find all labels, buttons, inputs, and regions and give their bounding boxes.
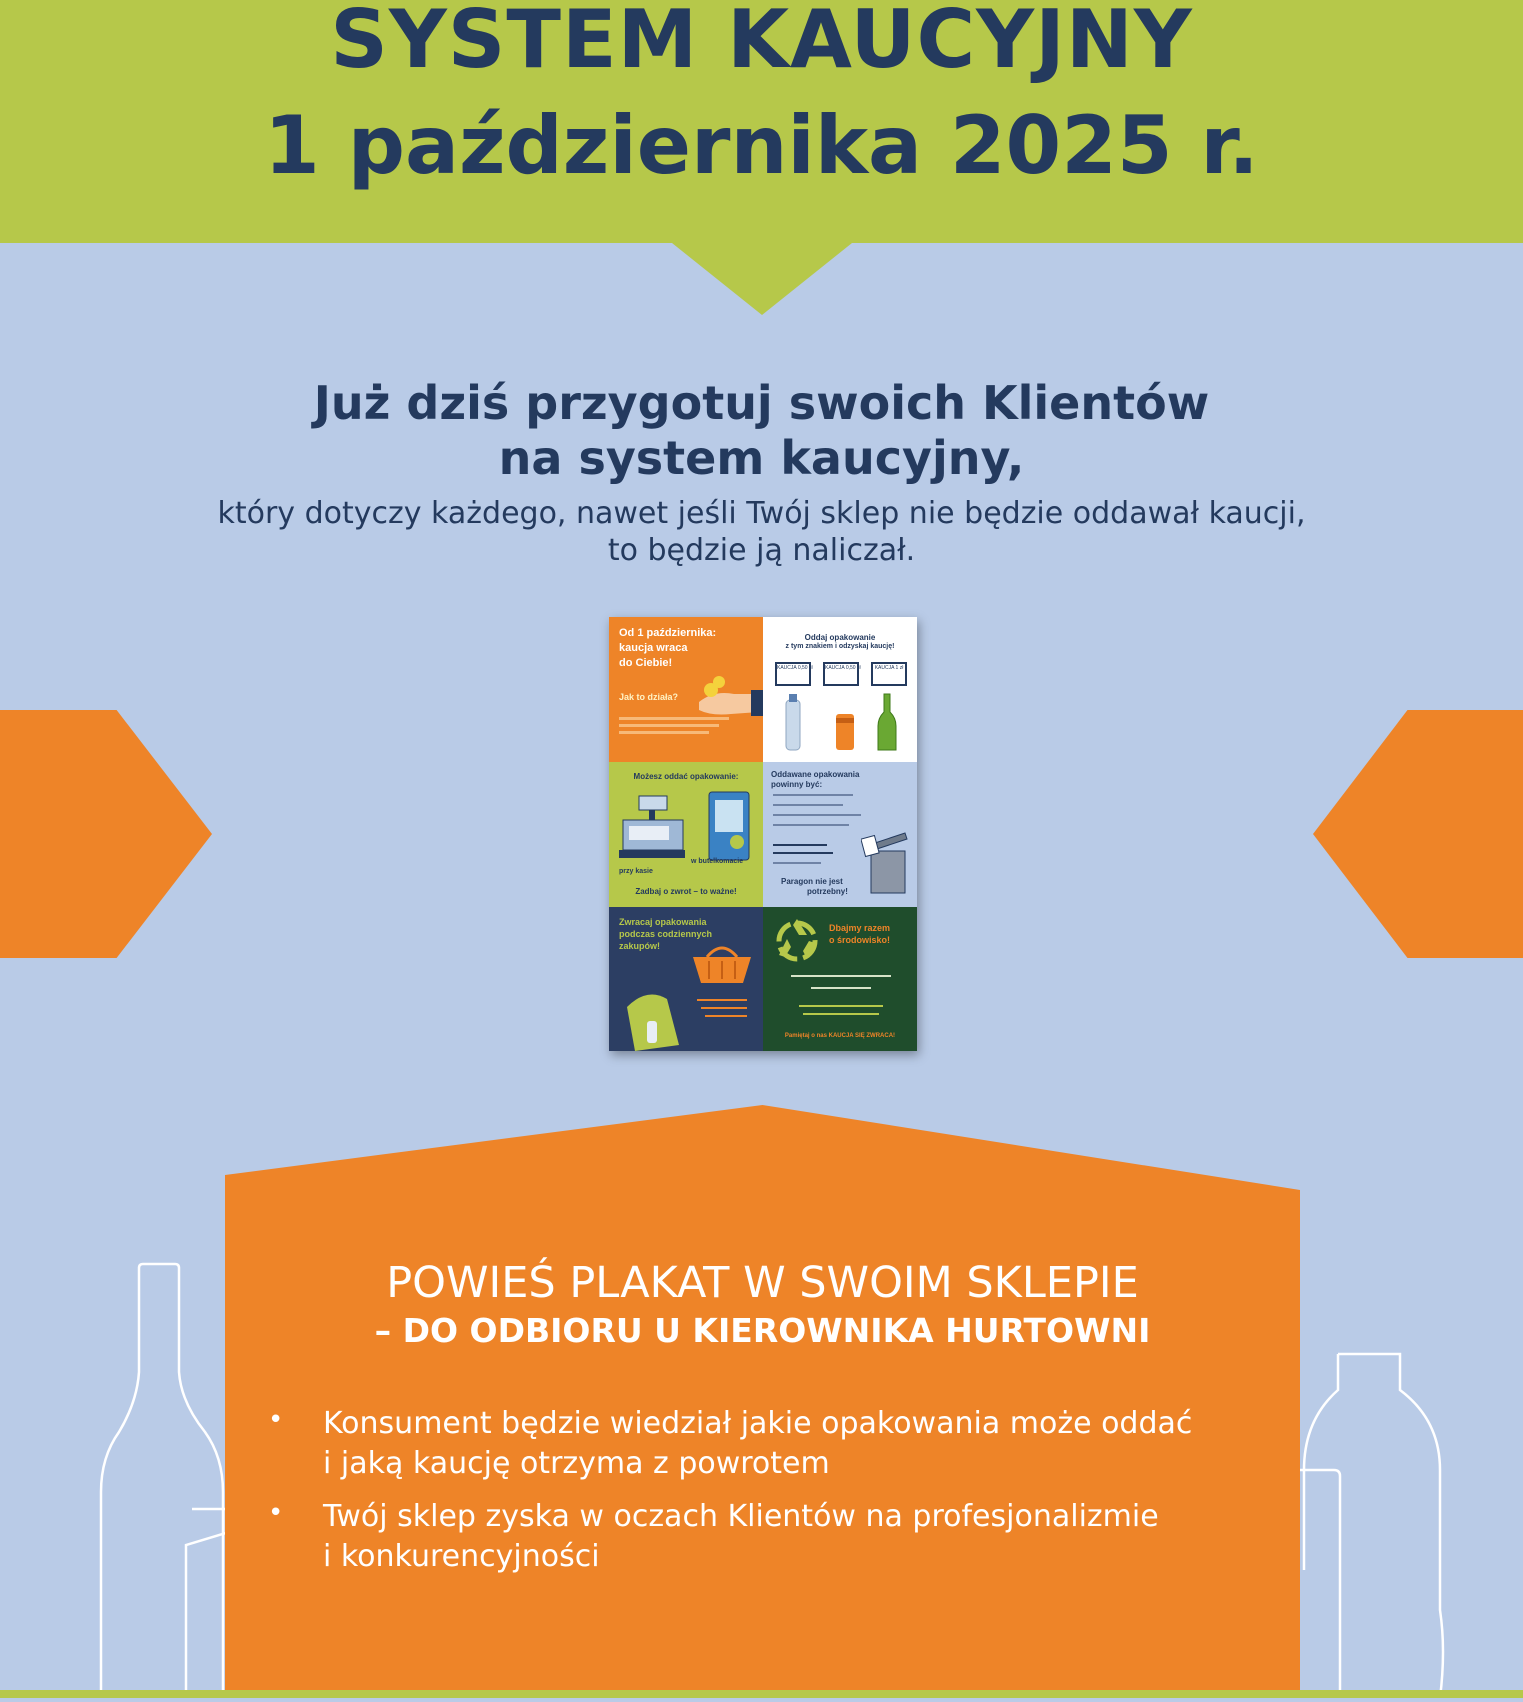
recycle-icon [771, 915, 823, 965]
poster-tr-heading-1: Oddaj opakowanie [804, 633, 876, 642]
poster-mr-heading-1: Oddawane opakowania [771, 770, 860, 779]
offer-bullet-1-line-2: i jaką kaucję otrzyma z powrotem [323, 1446, 830, 1481]
poster-tl-question: Jak to działa? [619, 692, 679, 702]
poster-tl-heading-1: Od 1 października: [619, 627, 717, 639]
header-arrow [672, 243, 852, 315]
poster-panel-deposit [609, 617, 763, 762]
poster-badge-3: KAUCJA 1 zł [871, 662, 907, 686]
bag-icon [617, 987, 687, 1051]
hand-coin-icon [689, 672, 763, 722]
poster-panel-packaging [763, 617, 917, 762]
poster-mr-footer-2: potrzebny! [807, 887, 848, 896]
poster-mr-heading-2: powinny być: [771, 780, 823, 789]
basket-icon [689, 939, 755, 987]
intro-heading-bold: system kaucyjny, [578, 431, 1025, 485]
bottle-machine-icon [707, 790, 751, 862]
intro-subtext-line-2: to będzie ją naliczał. [607, 533, 916, 568]
poster-badge-2: KAUCJA 0,50 zł [823, 662, 859, 686]
jar-outline-icon [182, 1505, 228, 1698]
offer-title: POWIEŚ PLAKAT W SWOIM SKLEPIE [386, 1258, 1139, 1308]
poster-ml-label-2: w butelkomacie [691, 858, 744, 865]
offer-bullet-1-line-1: Konsument będzie wiedział jakie opakowania może oddać [323, 1406, 1193, 1441]
trash-bin-icon [861, 827, 913, 897]
intro-heading-prefix: na [498, 431, 579, 485]
poster-badge-1: KAUCJA 0,50 zł [775, 662, 811, 686]
intro-subtext-line-1: który dotyczy każdego, nawet jeśli Twój sklep nie będzie oddawał kaucji, [217, 496, 1306, 531]
poster-ml-label-1: przy kasie [619, 868, 653, 875]
intro-heading-line-1: Już dziś przygotuj swoich Klientów [313, 376, 1210, 430]
poster-panel-conditions [763, 762, 917, 907]
poster-bl-heading-1: Zwracaj opakowania [619, 917, 707, 927]
poster-panel-daily-shopping [609, 907, 763, 1051]
footer-strip [0, 1690, 1523, 1698]
poster-br-heading-2: o środowisko! [829, 935, 891, 945]
poster-thumbnail [609, 617, 917, 1051]
page-title-line-2: 1 października 2025 r. [264, 99, 1259, 192]
offer-panel [225, 1105, 1300, 1698]
poster-tr-heading-2: z tym znakiem i odzyskaj kaucję! [785, 643, 895, 650]
poster-panel-environment [763, 907, 917, 1051]
bullet-icon: • [268, 1405, 284, 1435]
poster-ml-heading: Możesz oddać opakowanie: [633, 772, 739, 781]
right-orange-arrow [1313, 710, 1523, 958]
poster-mr-footer-1: Paragon nie jest [781, 877, 843, 886]
offer-subtitle: – DO ODBIORU U KIEROWNIKA HURTOWNI [374, 1311, 1151, 1350]
poster-tl-heading-2: kaucja wraca [619, 642, 688, 654]
intro-heading-line-2 [0, 430, 1523, 486]
offer-bullet-2-line-1: Twój sklep zyska w oczach Klientów na profesjonalizmie [323, 1499, 1159, 1534]
left-orange-arrow [0, 710, 212, 958]
offer-bullet-2-line-2: i konkurencyjności [323, 1539, 600, 1574]
poster-br-heading-1: Dbajmy razem [829, 923, 891, 933]
plastic-bottle-outline-icon [1300, 1350, 1470, 1698]
poster-bl-heading-2: podczas codziennych [619, 929, 713, 939]
cash-register-icon [617, 792, 687, 862]
bullet-icon: • [268, 1498, 284, 1528]
poster-panel-return-places [609, 762, 763, 907]
poster-tl-heading-3: do Ciebie! [619, 657, 673, 669]
page-title-line-1: SYSTEM KAUCYJNY [330, 0, 1193, 86]
bottle-icon [778, 692, 908, 757]
poster-bl-heading-3: zakupów! [619, 941, 661, 951]
poster-ml-footer: Zadbaj o zwrot – to ważne! [635, 887, 737, 896]
poster-br-footer: Pamiętaj o nas KAUCJA SIĘ ZWRACA! [784, 1033, 896, 1039]
